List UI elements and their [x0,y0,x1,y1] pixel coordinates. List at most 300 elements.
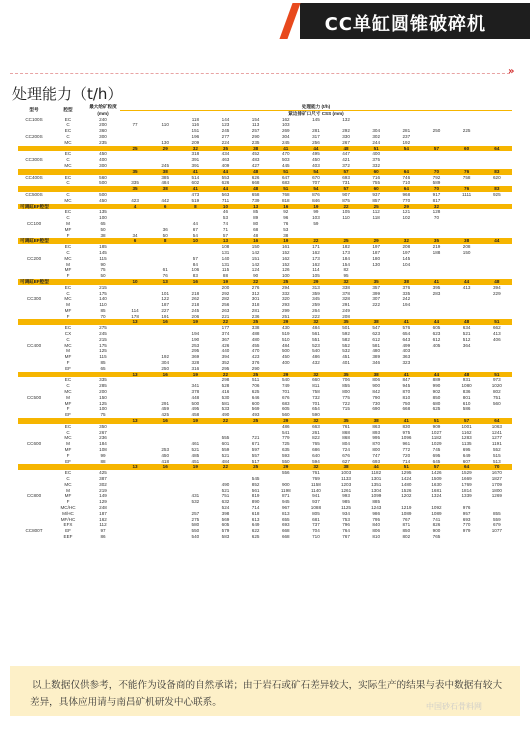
capacity-cell: 335 [402,290,411,296]
capacity-cell: 445 [281,162,290,168]
cavity-cell: C [66,215,70,221]
capacity-cell: 582 [342,336,350,342]
capacity-cell: 900 [372,383,381,389]
model-cell: CC800T [25,528,43,534]
capacity-cell: 545 [251,476,260,481]
band-size-cell: 70 [421,169,451,175]
band-size-cell: 13 [120,372,150,378]
band-size-cell: 60 [452,146,482,152]
capacity-cell: 850 [402,528,411,534]
capacity-cell: 875 [342,197,350,203]
capacity-cell: 150 [251,244,260,250]
capacity-cell: 495 [191,406,200,412]
feed-size-cell: 75 [100,412,106,418]
capacity-cell: 452 [251,151,260,157]
capacity-cell: 755 [372,180,381,186]
capacity-cell: 695 [462,447,471,453]
capacity-cell: 293 [281,302,290,308]
band-size-cell: 44 [482,238,512,244]
capacity-cell: 222 [312,313,320,319]
model-cell: CC300 [26,296,42,302]
band-size-cell: 13 [210,238,240,244]
capacity-cell: 885 [372,499,381,505]
band-size-cell: 48 [452,372,482,378]
feed-size-cell: 175 [99,290,107,296]
capacity-cell: 1182 [371,470,382,476]
capacity-cell: 264 [312,307,320,313]
capacity-cell: 426 [221,342,230,348]
capacity-cell: 512 [462,336,471,342]
capacity-cell: 826 [432,522,441,528]
capacity-table-wrapper [18,104,512,540]
capacity-cell: 434 [221,151,230,157]
capacity-cell: 768 [281,191,290,197]
capacity-cell: 622 [251,528,260,534]
capacity-cell: 367 [221,336,230,342]
capacity-cell: 626 [221,180,230,186]
band-size-cell: 13 [150,279,180,285]
capacity-cell: 645 [432,458,441,464]
band-size-cell: 19 [180,464,210,470]
capacity-cell: 937 [312,499,320,505]
capacity-cell: 180 [372,255,381,261]
capacity-cell: 154 [342,261,350,267]
capacity-cell: 985 [342,499,350,505]
band-size-cell: 32 [421,204,451,210]
cavity-cell: F [66,499,70,505]
feed-size-cell: 112 [99,522,107,528]
capacity-cell: 196 [191,133,200,139]
capacity-cell: 802 [493,389,501,395]
capacity-cell: 612 [372,336,381,342]
capacity-cell: 871 [402,522,411,528]
double-chevron-icon: » [508,66,515,77]
capacity-cell: 85 [253,209,259,215]
feed-size-cell: 300 [99,162,107,168]
capacity-cell: 282 [221,296,230,302]
capacity-cell: 130 [161,139,170,145]
capacity-cell: 70 [433,215,440,221]
capacity-cell: 59 [313,220,319,226]
cavity-cell: MF [64,226,72,232]
model-cell: CC100 [26,220,42,226]
capacity-cell: 488 [251,331,260,337]
capacity-cell: 275 [191,516,200,522]
band-size-cell: 48 [331,146,361,152]
capacity-cell: 208 [402,244,411,250]
capacity-cell: 576 [402,325,411,331]
capacity-cell: 654 [402,331,411,337]
cavity-cell: MF [64,447,72,453]
capacity-cell: 470 [281,151,290,157]
band-size-cell: 41 [180,186,210,192]
capacity-cell: 190 [191,336,200,342]
capacity-cell: 320 [281,296,290,302]
capacity-cell: 145 [312,116,320,122]
capacity-cell: 632 [221,499,230,505]
capacity-cell: 521 [462,331,471,337]
capacity-cell: 470 [251,348,260,354]
capacity-cell: 101 [161,290,170,296]
capacity-cell: 1202 [401,493,412,499]
capacity-cell: 484 [281,342,290,348]
capacity-cell: 1351 [371,481,382,487]
capacity-cell: 1089 [431,510,442,516]
feed-size-cell: 236 [99,435,107,441]
capacity-cell: 499 [402,342,411,348]
capacity-cell: 1426 [431,470,442,476]
capacity-cell: 151 [191,128,200,134]
capacity-cell: 668 [251,180,260,186]
band-size-cell: 25 [241,372,271,378]
cavity-cell: C [66,383,70,389]
capacity-cell: 162 [281,255,290,261]
capacity-cell: 206 [191,313,200,319]
capacity-cell: 304 [161,360,170,366]
band-size-cell: 70 [482,464,512,470]
cavity-cell: EEF [63,533,73,539]
capacity-cell: 557 [251,452,260,458]
capacity-cell: 403 [312,162,320,168]
capacity-cell: 907 [342,191,350,197]
capacity-cell: 811 [312,383,320,389]
capacity-cell: 292 [221,290,230,296]
feed-size-cell: 175 [99,342,107,348]
capacity-cell: 1269 [491,493,502,499]
capacity-cell: 556 [281,470,290,476]
capacity-cell: 767 [402,516,411,522]
capacity-cell: 857 [372,197,381,203]
capacity-cell: 316 [191,365,200,371]
capacity-cell: 579 [221,528,230,534]
capacity-cell: 122 [161,296,170,302]
capacity-cell: 372 [342,162,350,168]
capacity-cell: 77 [132,122,138,128]
feed-size-cell: 65 [100,220,106,226]
cavity-cell: F [66,360,70,366]
capacity-cell: 551 [312,336,320,342]
capacity-cell: 900 [281,481,290,487]
band-label: 可调缸EF腔型 [18,204,120,210]
capacity-cell: 532 [191,499,200,505]
capacity-cell: 601 [221,441,230,447]
header-model: 型号 [18,104,50,117]
capacity-cell: 643 [402,336,411,342]
capacity-cell: 67 [192,226,198,232]
capacity-cell: 432 [312,360,320,366]
capacity-cell: 236 [251,313,260,319]
cavity-cell: MC [64,139,72,145]
band-size-cell: 54 [301,169,331,175]
page-title: CC单缸圆锥破碎机 [324,14,486,35]
cavity-cell: C [66,476,70,481]
feed-size-cell: 450 [99,197,107,203]
band-size-cell: 4 [120,204,150,210]
capacity-cell: 934 [342,510,350,516]
band-size-cell: 76 [452,186,482,192]
capacity-cell: 523 [312,342,320,348]
capacity-cell: 1088 [310,504,322,510]
band-size-cell: 29 [361,238,391,244]
band-size-cell: 70 [421,186,451,192]
capacity-cell: 54 [192,232,198,238]
capacity-cell: 640 [312,452,320,458]
band-size-cell: 19 [271,238,301,244]
feed-size-cell: 302 [99,481,107,487]
capacity-cell: 519 [281,331,290,337]
capacity-cell: 758 [312,389,320,395]
capacity-cell: 695 [432,452,441,458]
capacity-cell: 683 [281,400,290,406]
capacity-cell: 646 [251,394,260,400]
band-size-cell: 41 [391,418,421,424]
band-size-cell: 41 [271,146,301,152]
capacity-cell: 318 [251,302,260,308]
capacity-cell: 1027 [431,429,442,435]
capacity-cell: 346 [372,360,381,366]
capacity-cell: 1814 [461,487,472,493]
capacity-cell: 276 [251,284,260,290]
band-size-cell: 8 [150,238,180,244]
capacity-cell: 623 [372,331,381,337]
capacity-cell: 128 [432,209,441,215]
band-size-cell: 38 [331,464,361,470]
capacity-cell: 447 [342,151,350,157]
cavity-cell: C [66,157,70,163]
feed-size-cell: 38 [100,232,106,238]
capacity-cell: 514 [191,174,200,180]
capacity-cell: 425 [161,412,170,418]
cavity-cell: EF [65,528,71,534]
model-cell: CC500 [26,394,42,400]
capacity-cell: 741 [432,516,441,522]
capacity-cell: 732 [312,394,320,400]
capacity-cell: 676 [342,452,350,458]
capacity-cell: 281 [312,128,320,134]
capacity-cell: 448 [191,394,200,400]
capacity-cell: 552 [342,342,350,348]
cavity-cell: MF [64,493,72,499]
cavity-cell: M [66,220,70,226]
feed-size-cell: 425 [99,470,107,476]
feed-size-cell: 129 [99,499,107,505]
capacity-cell: 1681 [431,487,442,493]
capacity-cell: 870 [402,389,411,395]
band-size-cell: 16 [180,279,210,285]
band-size-cell: 19 [180,372,210,378]
capacity-cell: 597 [251,447,260,453]
capacity-cell: 817 [432,197,441,203]
capacity-cell: 772 [402,447,411,453]
cavity-cell: F [66,273,70,279]
band-size-cell: 48 [241,186,271,192]
capacity-cell: 510 [281,336,290,342]
band-size-cell: 25 [331,238,361,244]
capacity-cell: 126 [281,267,290,273]
capacity-cell: 769 [312,476,320,481]
capacity-cell: 724 [342,447,350,453]
capacity-cell: 945 [281,499,290,505]
capacity-cell: 765 [312,441,320,447]
capacity-cell: 473 [191,191,200,197]
capacity-cell: 855 [493,510,501,516]
band-size-cell: 64 [482,418,512,424]
capacity-cell: 902 [432,389,441,395]
capacity-cell: 600 [251,400,260,406]
capacity-cell: 253 [191,342,200,348]
cavity-cell: F [66,406,70,412]
band-size-cell: 38 [452,238,482,244]
cavity-cell: EC [64,423,72,429]
capacity-cell: 208 [462,244,471,250]
cavity-cell: F [66,313,70,319]
capacity-cell: 602 [191,180,200,186]
capacity-cell: 376 [251,360,260,366]
band-size-cell: 41 [391,372,421,378]
capacity-cell: 142 [251,249,260,255]
capacity-cell: 592 [342,331,350,337]
capacity-cell: 612 [432,336,441,342]
capacity-cell: 218 [191,302,200,308]
capacity-cell: 649 [462,452,471,458]
feed-size-cell: 108 [99,447,107,453]
capacity-cell: 145 [402,255,411,261]
capacity-cell: 106 [191,267,200,273]
header-capacity: 处理能力 (t/h) [120,104,512,110]
band-size-cell: 64 [391,169,421,175]
cavity-cell: EC [64,377,72,383]
disclaimer-text: 以上数据仅供参考，不能作为设备商的自然承诺；由于岩石或矿石差异较大，实际生产的结果与表中数据有较大差异，具体应用请与南昌矿机研发中心联系。 [30,680,503,708]
band-size-cell: 51 [421,418,451,424]
capacity-cell: 486 [281,423,290,429]
capacity-cell: 1526 [401,487,412,493]
capacity-cell: 140 [221,255,230,261]
capacity-cell: 317 [312,133,320,139]
capacity-cell: 328 [342,296,350,302]
capacity-cell: 301 [251,296,260,302]
capacity-cell: 295 [221,365,230,371]
capacity-cell: 722 [342,400,350,406]
capacity-cell: 123 [221,122,230,128]
band-size-cell: 25 [120,146,150,152]
capacity-cell: 671 [251,441,260,447]
capacity-cell: 440 [221,348,230,354]
capacity-cell: 1063 [491,423,502,429]
capacity-cell: 385 [161,174,170,180]
capacity-cell: 219 [432,244,441,250]
capacity-cell: 57 [222,232,229,238]
capacity-cell: 836 [462,389,471,395]
capacity-cell: 162 [281,116,290,122]
band-size-cell: 38 [361,418,391,424]
capacity-cell: 511 [251,377,260,383]
capacity-cell: 605 [281,406,290,412]
capacity-cell: 979 [462,528,471,534]
capacity-cell: 263 [221,307,230,313]
capacity-cell: 406 [493,336,501,342]
capacity-cell: 403 [402,348,411,354]
capacity-cell: 352 [221,360,230,366]
capacity-cell: 484 [312,325,320,331]
capacity-cell: 1769 [461,481,472,487]
capacity-cell: 730 [372,400,381,406]
band-size-cell: 44 [452,279,482,285]
feed-size-cell: 150 [99,394,107,400]
band-size-cell: 51 [482,319,512,325]
feed-size-cell: 110 [99,302,107,308]
band-size-cell: 35 [331,319,361,325]
band-size-cell: 44 [210,169,240,175]
cavity-cell: F [66,232,70,238]
capacity-cell: 144 [221,116,230,122]
band-size-cell: 44 [361,464,391,470]
capacity-cell: 235 [251,139,260,145]
capacity-cell: 625 [432,406,441,412]
feed-size-cell: 240 [99,116,107,122]
capacity-cell: 710 [402,180,411,186]
cavity-cell: M/HC [62,510,74,516]
header-feed-unit: (mm) [86,110,120,116]
capacity-cell: 555 [221,435,230,441]
model-cell: CC600 [26,441,42,447]
band-size-cell: 13 [120,319,150,325]
feed-size-cell: 185 [99,244,107,250]
capacity-cell: 95 [343,273,349,279]
capacity-cell: 132 [342,116,350,122]
capacity-cell: 693 [462,516,471,522]
capacity-cell: 795 [372,516,381,522]
capacity-cell: 810 [402,394,411,400]
cavity-cell: MC [64,481,72,487]
capacity-cell: 725 [281,441,290,447]
capacity-cell: 218 [191,290,200,296]
capacity-cell: 850 [432,394,441,400]
capacity-cell: 130 [372,261,381,267]
capacity-cell: 294 [281,284,290,290]
model-cell [18,534,50,540]
model-cell: CC400 [26,342,42,348]
feed-size-cell: 86 [100,533,106,539]
capacity-cell: 1092 [431,504,442,510]
capacity-cell: 500 [281,348,290,354]
cavity-cell: MC [64,435,72,441]
capacity-cell: 34 [132,232,138,238]
feed-size-cell: 90 [100,261,106,267]
feed-size-cell: 50 [100,226,106,232]
model-cell: CC200 [26,255,42,261]
feed-size-cell: 215 [99,336,107,342]
capacity-cell: 1133 [341,476,351,481]
capacity-cell: 455 [251,342,260,348]
band-size-cell: 22 [241,279,271,285]
cavity-cell: EC [64,244,72,250]
band-size-cell: 29 [271,319,301,325]
capacity-cell: 222 [372,302,381,308]
capacity-cell: 530 [221,394,230,400]
capacity-cell: 245 [221,128,230,134]
capacity-cell: 112 [372,209,380,215]
capacity-cell: 44 [192,220,198,226]
capacity-cell: 532 [342,348,350,354]
feed-size-cell: 200 [99,122,107,128]
capacity-cell: 802 [402,533,411,539]
capacity-cell [482,534,512,540]
capacity-cell: 528 [221,383,230,389]
capacity-cell: 747 [372,452,381,458]
capacity-cell: 1277 [491,435,502,441]
capacity-cell: 152 [281,261,290,267]
capacity-cell: 813 [281,510,290,516]
